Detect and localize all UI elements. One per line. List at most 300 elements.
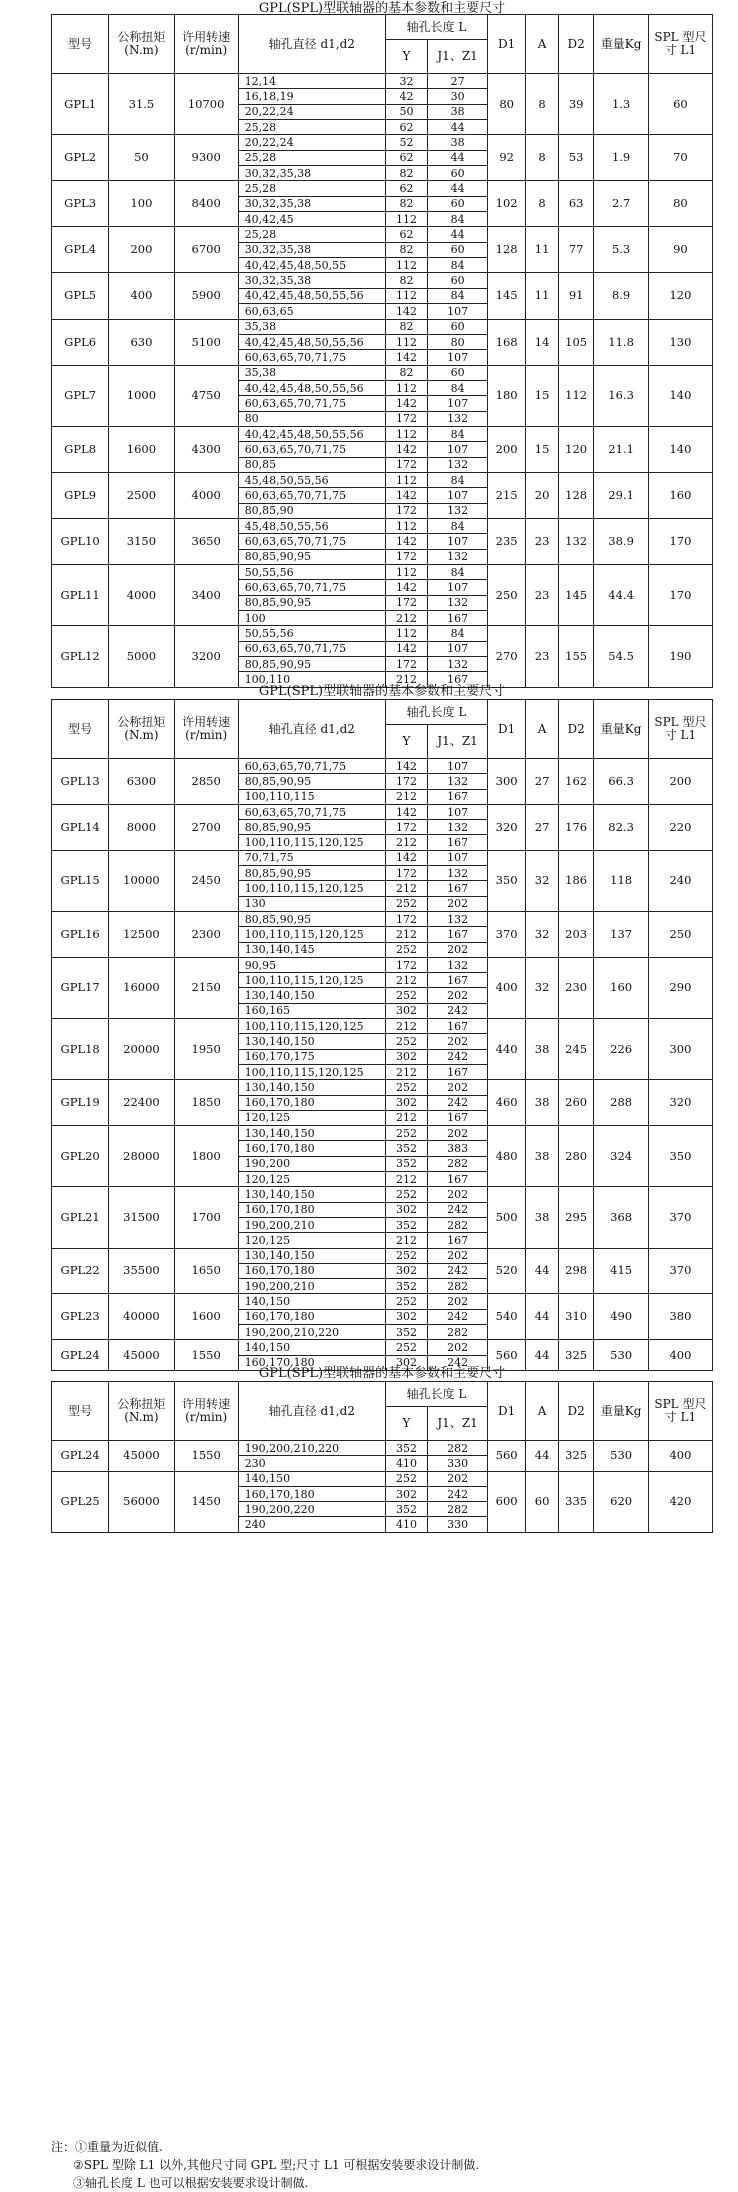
length-y-cell: 62 bbox=[385, 150, 427, 165]
bore-cell: 190,200,220 bbox=[238, 1502, 385, 1517]
bore-cell: 190,200,210 bbox=[238, 1279, 385, 1294]
spl-cell: 380 bbox=[648, 1294, 712, 1340]
model-cell: GPL8 bbox=[52, 426, 109, 472]
length-y-cell: 212 bbox=[385, 1019, 427, 1034]
length-y-cell: 112 bbox=[385, 472, 427, 487]
d2-cell: 186 bbox=[558, 850, 593, 911]
spl-cell: 320 bbox=[648, 1080, 712, 1126]
col-header-d1: D1 bbox=[488, 700, 526, 759]
length-jz-cell: 132 bbox=[428, 549, 488, 564]
length-jz-cell: 84 bbox=[428, 258, 488, 273]
speed-cell: 1700 bbox=[174, 1187, 238, 1248]
speed-cell: 1550 bbox=[174, 1441, 238, 1472]
length-y-cell: 42 bbox=[385, 89, 427, 104]
speed-cell: 1950 bbox=[174, 1019, 238, 1080]
d1-cell: 540 bbox=[488, 1294, 526, 1340]
length-y-cell: 212 bbox=[385, 1172, 427, 1187]
length-y-cell: 112 bbox=[385, 626, 427, 641]
bore-cell: 20,22,24 bbox=[238, 135, 385, 150]
weight-cell: 324 bbox=[594, 1126, 649, 1187]
length-jz-cell: 107 bbox=[428, 488, 488, 503]
section-title: GPL(SPL)型联轴器的基本参数和主要尺寸 bbox=[258, 684, 506, 699]
col-header-y: Y bbox=[385, 1407, 427, 1441]
d2-cell: 310 bbox=[558, 1294, 593, 1340]
torque-cell: 1000 bbox=[109, 365, 174, 426]
length-y-cell: 82 bbox=[385, 242, 427, 257]
bore-cell: 140,150 bbox=[238, 1294, 385, 1309]
bore-cell: 50,55,56 bbox=[238, 626, 385, 641]
length-y-cell: 172 bbox=[385, 911, 427, 926]
spl-cell: 400 bbox=[648, 1340, 712, 1371]
length-jz-cell: 167 bbox=[428, 789, 488, 804]
bore-cell: 190,200,210,220 bbox=[238, 1441, 385, 1456]
bore-cell: 100,110 bbox=[238, 672, 385, 687]
coupling-table bbox=[51, 14, 713, 688]
d2-cell: 91 bbox=[558, 273, 593, 319]
length-jz-cell: 282 bbox=[428, 1441, 488, 1456]
a-cell: 8 bbox=[526, 181, 559, 227]
bore-cell: 60,63,65,70,71,75 bbox=[238, 442, 385, 457]
col-header-y: Y bbox=[385, 40, 427, 74]
bore-cell: 130,140,150 bbox=[238, 1187, 385, 1202]
length-y-cell: 252 bbox=[385, 988, 427, 1003]
length-jz-cell: 107 bbox=[428, 804, 488, 819]
bore-cell: 80,85,90,95 bbox=[238, 595, 385, 610]
col-header-d2: D2 bbox=[558, 1382, 593, 1441]
model-cell: GPL6 bbox=[52, 319, 109, 365]
col-header-speed: 许用转速(r/min) bbox=[174, 15, 238, 74]
table-row bbox=[52, 1126, 713, 1141]
bore-cell: 30,32,35,38 bbox=[238, 196, 385, 211]
length-jz-cell: 60 bbox=[428, 196, 488, 211]
a-cell: 32 bbox=[526, 911, 559, 957]
length-y-cell: 302 bbox=[385, 1309, 427, 1324]
torque-cell: 6300 bbox=[109, 759, 174, 805]
d1-cell: 320 bbox=[488, 804, 526, 850]
length-y-cell: 112 bbox=[385, 212, 427, 227]
spl-cell: 240 bbox=[648, 850, 712, 911]
spl-cell: 90 bbox=[648, 227, 712, 273]
speed-cell: 5100 bbox=[174, 319, 238, 365]
col-header-speed: 许用转速(r/min) bbox=[174, 1382, 238, 1441]
length-y-cell: 62 bbox=[385, 181, 427, 196]
d1-cell: 102 bbox=[488, 181, 526, 227]
length-y-cell: 82 bbox=[385, 365, 427, 380]
model-cell: GPL16 bbox=[52, 911, 109, 957]
table-row bbox=[52, 227, 713, 242]
bore-cell: 80,85,90,95 bbox=[238, 549, 385, 564]
bore-cell: 40,42,45 bbox=[238, 212, 385, 227]
spl-cell: 140 bbox=[648, 365, 712, 426]
model-cell: GPL4 bbox=[52, 227, 109, 273]
length-jz-cell: 132 bbox=[428, 774, 488, 789]
bore-cell: 35,38 bbox=[238, 365, 385, 380]
torque-cell: 5000 bbox=[109, 626, 174, 687]
length-jz-cell: 132 bbox=[428, 957, 488, 972]
bore-cell: 230 bbox=[238, 1456, 385, 1471]
table-row bbox=[52, 74, 713, 89]
spl-cell: 140 bbox=[648, 426, 712, 472]
length-jz-cell: 84 bbox=[428, 472, 488, 487]
col-header-a: A bbox=[526, 15, 559, 74]
bore-cell: 130 bbox=[238, 896, 385, 911]
length-jz-cell: 282 bbox=[428, 1217, 488, 1232]
length-jz-cell: 132 bbox=[428, 503, 488, 518]
speed-cell: 9300 bbox=[174, 135, 238, 181]
spl-cell: 250 bbox=[648, 911, 712, 957]
weight-cell: 21.1 bbox=[594, 426, 649, 472]
weight-cell: 1.9 bbox=[594, 135, 649, 181]
model-cell: GPL24 bbox=[52, 1441, 109, 1472]
bore-cell: 30,32,35,38 bbox=[238, 166, 385, 181]
length-jz-cell: 242 bbox=[428, 1486, 488, 1501]
d1-cell: 300 bbox=[488, 759, 526, 805]
speed-cell: 8400 bbox=[174, 181, 238, 227]
bore-cell: 160,170,180 bbox=[238, 1309, 385, 1324]
a-cell: 32 bbox=[526, 957, 559, 1018]
length-jz-cell: 330 bbox=[428, 1517, 488, 1532]
length-y-cell: 352 bbox=[385, 1441, 427, 1456]
d1-cell: 215 bbox=[488, 472, 526, 518]
bore-cell: 80,85,90,95 bbox=[238, 866, 385, 881]
torque-cell: 20000 bbox=[109, 1019, 174, 1080]
bore-cell: 120,125 bbox=[238, 1233, 385, 1248]
d1-cell: 600 bbox=[488, 1471, 526, 1532]
weight-cell: 8.9 bbox=[594, 273, 649, 319]
a-cell: 8 bbox=[526, 74, 559, 135]
length-jz-cell: 107 bbox=[428, 850, 488, 865]
weight-cell: 44.4 bbox=[594, 565, 649, 626]
weight-cell: 1.3 bbox=[594, 74, 649, 135]
weight-cell: 29.1 bbox=[594, 472, 649, 518]
bore-cell: 40,42,45,48,50,55,56 bbox=[238, 334, 385, 349]
d2-cell: 39 bbox=[558, 74, 593, 135]
length-jz-cell: 107 bbox=[428, 759, 488, 774]
length-jz-cell: 242 bbox=[428, 1003, 488, 1018]
bore-cell: 160,170,180 bbox=[238, 1202, 385, 1217]
a-cell: 32 bbox=[526, 850, 559, 911]
bore-cell: 240 bbox=[238, 1517, 385, 1532]
length-jz-cell: 202 bbox=[428, 1340, 488, 1355]
length-y-cell: 212 bbox=[385, 881, 427, 896]
model-cell: GPL13 bbox=[52, 759, 109, 805]
spl-cell: 160 bbox=[648, 472, 712, 518]
bore-cell: 130,140,145 bbox=[238, 942, 385, 957]
table-row bbox=[52, 365, 713, 380]
a-cell: 38 bbox=[526, 1019, 559, 1080]
bore-cell: 140,150 bbox=[238, 1471, 385, 1486]
length-y-cell: 82 bbox=[385, 196, 427, 211]
col-header-jz: J1、Z1 bbox=[428, 40, 488, 74]
length-jz-cell: 132 bbox=[428, 657, 488, 672]
length-jz-cell: 84 bbox=[428, 288, 488, 303]
col-header-spl: SPL 型尺寸 L1 bbox=[648, 700, 712, 759]
d1-cell: 440 bbox=[488, 1019, 526, 1080]
bore-cell: 12,14 bbox=[238, 74, 385, 89]
d1-cell: 560 bbox=[488, 1441, 526, 1472]
col-header-length: 轴孔长度 L bbox=[385, 700, 487, 725]
spl-cell: 300 bbox=[648, 1019, 712, 1080]
a-cell: 15 bbox=[526, 426, 559, 472]
length-jz-cell: 167 bbox=[428, 835, 488, 850]
bore-cell: 80,85 bbox=[238, 457, 385, 472]
a-cell: 23 bbox=[526, 626, 559, 687]
torque-cell: 45000 bbox=[109, 1441, 174, 1472]
spl-cell: 290 bbox=[648, 957, 712, 1018]
length-y-cell: 352 bbox=[385, 1324, 427, 1339]
speed-cell: 1550 bbox=[174, 1340, 238, 1371]
torque-cell: 2500 bbox=[109, 472, 174, 518]
model-cell: GPL18 bbox=[52, 1019, 109, 1080]
length-jz-cell: 44 bbox=[428, 150, 488, 165]
speed-cell: 2300 bbox=[174, 911, 238, 957]
bore-cell: 140,150 bbox=[238, 1340, 385, 1355]
speed-cell: 3400 bbox=[174, 565, 238, 626]
a-cell: 23 bbox=[526, 565, 559, 626]
length-jz-cell: 84 bbox=[428, 380, 488, 395]
model-cell: GPL7 bbox=[52, 365, 109, 426]
col-header-a: A bbox=[526, 1382, 559, 1441]
speed-cell: 5900 bbox=[174, 273, 238, 319]
spl-cell: 60 bbox=[648, 74, 712, 135]
length-jz-cell: 202 bbox=[428, 942, 488, 957]
section-title: GPL(SPL)型联轴器的基本参数和主要尺寸 bbox=[258, 1, 506, 16]
a-cell: 14 bbox=[526, 319, 559, 365]
length-jz-cell: 132 bbox=[428, 595, 488, 610]
a-cell: 15 bbox=[526, 365, 559, 426]
weight-cell: 530 bbox=[594, 1340, 649, 1371]
length-jz-cell: 202 bbox=[428, 1294, 488, 1309]
length-y-cell: 142 bbox=[385, 488, 427, 503]
bore-cell: 130,140,150 bbox=[238, 1126, 385, 1141]
length-y-cell: 112 bbox=[385, 380, 427, 395]
length-jz-cell: 84 bbox=[428, 626, 488, 641]
d1-cell: 250 bbox=[488, 565, 526, 626]
length-y-cell: 252 bbox=[385, 1034, 427, 1049]
bore-cell: 25,28 bbox=[238, 181, 385, 196]
notes bbox=[51, 2138, 479, 2192]
length-y-cell: 302 bbox=[385, 1095, 427, 1110]
torque-cell: 35500 bbox=[109, 1248, 174, 1294]
length-jz-cell: 132 bbox=[428, 866, 488, 881]
length-y-cell: 142 bbox=[385, 442, 427, 457]
col-header-weight: 重量Kg bbox=[594, 700, 649, 759]
spl-cell: 80 bbox=[648, 181, 712, 227]
weight-cell: 490 bbox=[594, 1294, 649, 1340]
length-jz-cell: 44 bbox=[428, 181, 488, 196]
weight-cell: 620 bbox=[594, 1471, 649, 1532]
spl-cell: 220 bbox=[648, 804, 712, 850]
length-y-cell: 142 bbox=[385, 580, 427, 595]
model-cell: GPL14 bbox=[52, 804, 109, 850]
coupling-table bbox=[51, 1381, 713, 1533]
length-y-cell: 410 bbox=[385, 1456, 427, 1471]
torque-cell: 3150 bbox=[109, 518, 174, 564]
table-row bbox=[52, 319, 713, 334]
d2-cell: 325 bbox=[558, 1340, 593, 1371]
table-row bbox=[52, 626, 713, 641]
length-jz-cell: 330 bbox=[428, 1456, 488, 1471]
length-jz-cell: 44 bbox=[428, 227, 488, 242]
bore-cell: 160,170,180 bbox=[238, 1486, 385, 1501]
bore-cell: 130,140,150 bbox=[238, 1248, 385, 1263]
col-header-length: 轴孔长度 L bbox=[385, 1382, 487, 1407]
length-jz-cell: 202 bbox=[428, 1126, 488, 1141]
bore-cell: 100,110,115,120,125 bbox=[238, 1064, 385, 1079]
length-jz-cell: 84 bbox=[428, 426, 488, 441]
length-y-cell: 142 bbox=[385, 350, 427, 365]
model-cell: GPL20 bbox=[52, 1126, 109, 1187]
length-jz-cell: 84 bbox=[428, 565, 488, 580]
table-row bbox=[52, 1471, 713, 1486]
table-row bbox=[52, 135, 713, 150]
bore-cell: 160,170,180 bbox=[238, 1263, 385, 1278]
d1-cell: 200 bbox=[488, 426, 526, 472]
length-y-cell: 112 bbox=[385, 518, 427, 533]
weight-cell: 5.3 bbox=[594, 227, 649, 273]
length-jz-cell: 80 bbox=[428, 334, 488, 349]
speed-cell: 1850 bbox=[174, 1080, 238, 1126]
col-header-bore: 轴孔直径 d1,d2 bbox=[238, 15, 385, 74]
length-jz-cell: 167 bbox=[428, 973, 488, 988]
length-jz-cell: 167 bbox=[428, 1110, 488, 1125]
d1-cell: 92 bbox=[488, 135, 526, 181]
length-jz-cell: 107 bbox=[428, 534, 488, 549]
bore-cell: 60,63,65,70,71,75 bbox=[238, 396, 385, 411]
a-cell: 44 bbox=[526, 1441, 559, 1472]
length-jz-cell: 27 bbox=[428, 74, 488, 89]
a-cell: 8 bbox=[526, 135, 559, 181]
bore-cell: 60,63,65,70,71,75 bbox=[238, 534, 385, 549]
d2-cell: 145 bbox=[558, 565, 593, 626]
length-jz-cell: 282 bbox=[428, 1502, 488, 1517]
length-y-cell: 212 bbox=[385, 927, 427, 942]
col-header-weight: 重量Kg bbox=[594, 1382, 649, 1441]
length-jz-cell: 202 bbox=[428, 1471, 488, 1486]
length-y-cell: 172 bbox=[385, 595, 427, 610]
length-y-cell: 172 bbox=[385, 549, 427, 564]
speed-cell: 1450 bbox=[174, 1471, 238, 1532]
bore-cell: 60,63,65,70,71,75 bbox=[238, 350, 385, 365]
model-cell: GPL15 bbox=[52, 850, 109, 911]
length-jz-cell: 107 bbox=[428, 442, 488, 457]
length-jz-cell: 167 bbox=[428, 1064, 488, 1079]
length-y-cell: 82 bbox=[385, 319, 427, 334]
length-y-cell: 172 bbox=[385, 957, 427, 972]
length-jz-cell: 132 bbox=[428, 911, 488, 926]
length-y-cell: 142 bbox=[385, 641, 427, 656]
length-y-cell: 212 bbox=[385, 1064, 427, 1079]
speed-cell: 10700 bbox=[174, 74, 238, 135]
table-row bbox=[52, 804, 713, 819]
length-y-cell: 52 bbox=[385, 135, 427, 150]
bore-cell: 190,200,210,220 bbox=[238, 1324, 385, 1339]
table-row bbox=[52, 759, 713, 774]
length-jz-cell: 38 bbox=[428, 135, 488, 150]
d2-cell: 203 bbox=[558, 911, 593, 957]
col-header-d2: D2 bbox=[558, 15, 593, 74]
spl-cell: 130 bbox=[648, 319, 712, 365]
col-header-torque: 公称扭矩(N.m) bbox=[109, 700, 174, 759]
length-y-cell: 302 bbox=[385, 1355, 427, 1370]
bore-cell: 130,140,150 bbox=[238, 1080, 385, 1095]
bore-cell: 80,85,90,95 bbox=[238, 911, 385, 926]
spl-cell: 420 bbox=[648, 1471, 712, 1532]
col-header-model: 型号 bbox=[52, 1382, 109, 1441]
torque-cell: 22400 bbox=[109, 1080, 174, 1126]
length-jz-cell: 60 bbox=[428, 365, 488, 380]
torque-cell: 100 bbox=[109, 181, 174, 227]
torque-cell: 10000 bbox=[109, 850, 174, 911]
length-y-cell: 252 bbox=[385, 1471, 427, 1486]
length-jz-cell: 282 bbox=[428, 1156, 488, 1171]
length-y-cell: 252 bbox=[385, 1294, 427, 1309]
model-cell: GPL24 bbox=[52, 1340, 109, 1371]
length-y-cell: 142 bbox=[385, 804, 427, 819]
weight-cell: 368 bbox=[594, 1187, 649, 1248]
spl-cell: 370 bbox=[648, 1187, 712, 1248]
length-y-cell: 172 bbox=[385, 657, 427, 672]
speed-cell: 2700 bbox=[174, 804, 238, 850]
bore-cell: 160,170,175 bbox=[238, 1049, 385, 1064]
section-title: GPL(SPL)型联轴器的基本参数和主要尺寸 bbox=[258, 1366, 506, 1381]
length-y-cell: 142 bbox=[385, 396, 427, 411]
bore-cell: 45,48,50,55,56 bbox=[238, 518, 385, 533]
length-y-cell: 112 bbox=[385, 426, 427, 441]
d2-cell: 325 bbox=[558, 1441, 593, 1472]
d1-cell: 235 bbox=[488, 518, 526, 564]
a-cell: 27 bbox=[526, 759, 559, 805]
length-y-cell: 212 bbox=[385, 1233, 427, 1248]
length-y-cell: 252 bbox=[385, 1126, 427, 1141]
d1-cell: 270 bbox=[488, 626, 526, 687]
length-jz-cell: 202 bbox=[428, 896, 488, 911]
length-y-cell: 410 bbox=[385, 1517, 427, 1532]
bore-cell: 160,165 bbox=[238, 1003, 385, 1018]
bore-cell: 100 bbox=[238, 611, 385, 626]
bore-cell: 90,95 bbox=[238, 957, 385, 972]
length-y-cell: 32 bbox=[385, 74, 427, 89]
length-jz-cell: 383 bbox=[428, 1141, 488, 1156]
length-y-cell: 252 bbox=[385, 896, 427, 911]
length-y-cell: 212 bbox=[385, 611, 427, 626]
speed-cell: 1600 bbox=[174, 1294, 238, 1340]
d1-cell: 128 bbox=[488, 227, 526, 273]
length-jz-cell: 107 bbox=[428, 641, 488, 656]
weight-cell: 38.9 bbox=[594, 518, 649, 564]
length-jz-cell: 60 bbox=[428, 319, 488, 334]
weight-cell: 226 bbox=[594, 1019, 649, 1080]
bore-cell: 190,200 bbox=[238, 1156, 385, 1171]
col-header-d2: D2 bbox=[558, 700, 593, 759]
table-row bbox=[52, 273, 713, 288]
col-header-a: A bbox=[526, 700, 559, 759]
d1-cell: 80 bbox=[488, 74, 526, 135]
length-y-cell: 302 bbox=[385, 1003, 427, 1018]
col-header-model: 型号 bbox=[52, 700, 109, 759]
length-jz-cell: 107 bbox=[428, 350, 488, 365]
length-y-cell: 302 bbox=[385, 1486, 427, 1501]
length-jz-cell: 282 bbox=[428, 1279, 488, 1294]
length-jz-cell: 38 bbox=[428, 104, 488, 119]
d2-cell: 112 bbox=[558, 365, 593, 426]
bore-cell: 60,63,65,70,71,75 bbox=[238, 804, 385, 819]
weight-cell: 16.3 bbox=[594, 365, 649, 426]
spl-cell: 370 bbox=[648, 1248, 712, 1294]
length-jz-cell: 107 bbox=[428, 580, 488, 595]
table-row bbox=[52, 957, 713, 972]
weight-cell: 160 bbox=[594, 957, 649, 1018]
